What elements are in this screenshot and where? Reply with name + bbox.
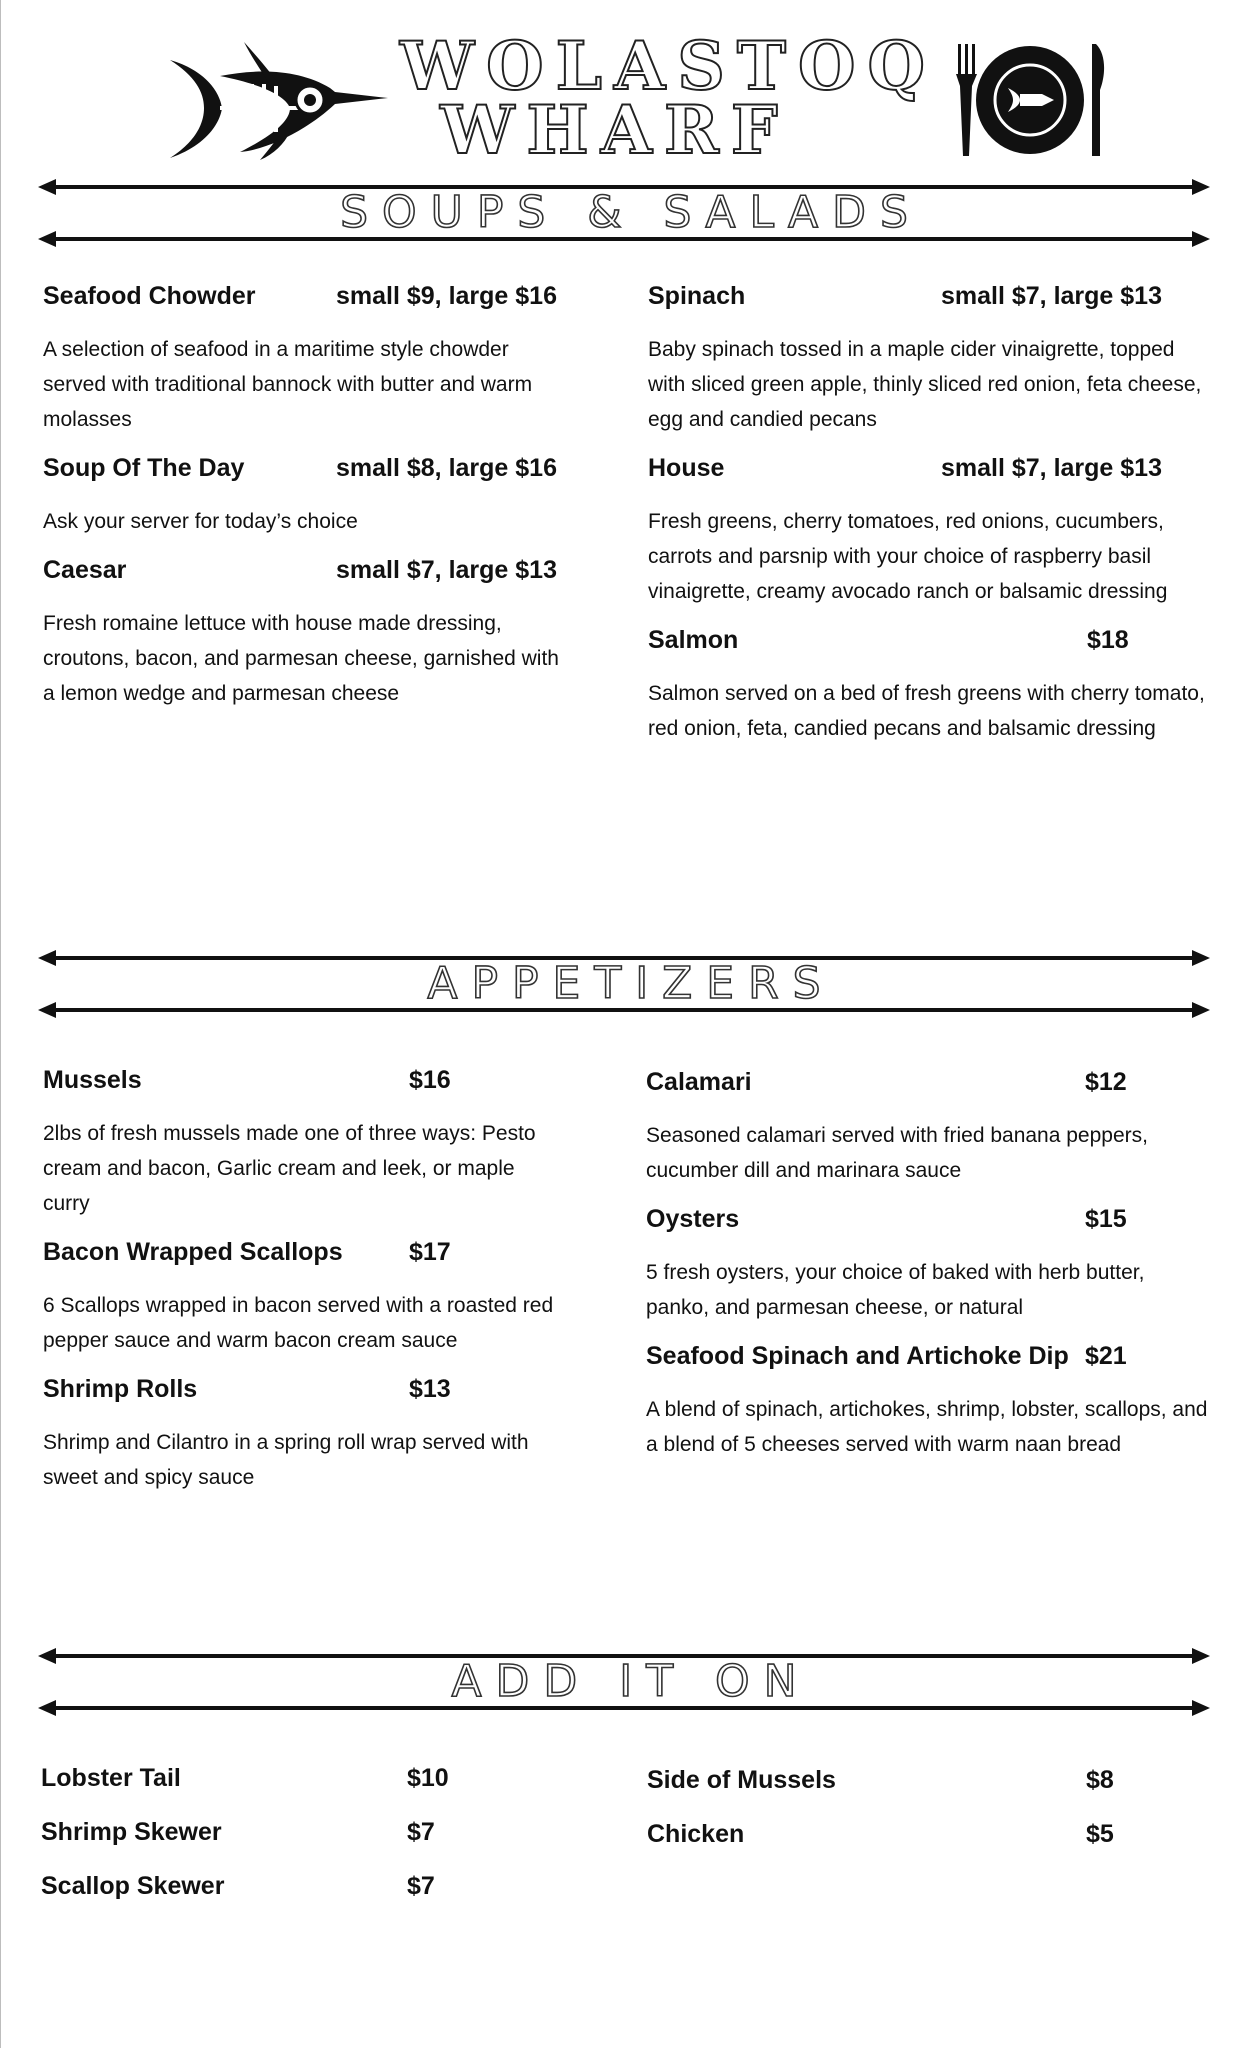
menu-item [646,1068,1208,1188]
menu-item [648,454,1208,609]
item-price: small $9, large $16 [336,282,557,310]
item-name: Mussels [43,1066,142,1094]
menu-item [43,282,573,437]
item-description: Ask your server for today’s choice [43,510,358,533]
arrow-divider-icon [38,1700,1210,1716]
item-price: small $7, large $13 [336,556,557,584]
item-price: $7 [407,1872,435,1900]
item-price: small $8, large $16 [336,454,557,482]
item-description: Seasoned calamari served with fried banana peppers, cucumber dill and marinara sauce [646,1124,1148,1182]
title-line-1: WOLASTOQ [400,27,937,105]
item-price: $21 [1085,1342,1127,1370]
item-price: $12 [1085,1068,1127,1096]
restaurant-title [400,27,937,169]
menu-item [43,556,563,711]
soups-salads-banner [38,179,1210,247]
item-name: Caesar [43,556,127,584]
item-price: $8 [1086,1766,1114,1794]
item-price: $17 [409,1238,451,1266]
item-name: House [648,454,725,482]
item-name: Oysters [646,1205,740,1233]
add-it-on-banner [38,1648,1210,1716]
item-price: small $7, large $13 [941,282,1162,310]
addon-item [41,1818,521,1850]
item-price: $7 [407,1818,435,1846]
item-description: Shrimp and Cilantro in a spring roll wrap served with sweet and spicy sauce [43,1431,529,1489]
item-name: Soup Of The Day [43,454,245,482]
item-description: Fresh romaine lettuce with house made dressing, croutons, bacon, and parmesan cheese, garnished with a lemon wedge and parmesan cheese [43,612,559,705]
item-description: 5 fresh oysters, your choice of baked with herb butter, panko, and parmesan cheese, or natural [646,1261,1145,1319]
item-price: $15 [1085,1205,1127,1233]
menu-item [646,1205,1208,1325]
section-title-appetizers: A P P E T I Z E R S [427,958,821,1009]
item-description: Baby spinach tossed in a maple cider vinaigrette, topped with sliced green apple, thinly sliced red onion, feta cheese, egg and candied pecans [648,338,1202,431]
addon-item [647,1766,1207,1798]
plate-cutlery-icon [950,40,1110,160]
item-price: $18 [1087,626,1129,654]
item-name: Spinach [648,282,746,310]
title-line-2: WHARF [440,91,790,169]
addon-item [41,1872,521,1904]
item-name: Seafood Chowder [43,282,256,310]
item-price: $13 [409,1375,451,1403]
menu-item [43,1066,543,1221]
item-name: Chicken [647,1820,745,1848]
item-name: Lobster Tail [41,1764,181,1792]
item-name: Scallop Skewer [41,1872,225,1900]
fish-logo-icon [160,40,390,175]
item-description: 2lbs of fresh mussels made one of three ways: Pesto cream and bacon, Garlic cream and leek, or maple curry [43,1122,536,1215]
menu-item [43,1375,573,1495]
item-description: A selection of seafood in a maritime style chowder served with traditional bannock with butter and warm molasses [43,338,533,431]
item-name: Calamari [646,1068,752,1096]
arrow-divider-icon [38,1002,1210,1018]
menu-item [648,626,1208,746]
section-title-add-it-on: A D D I T O N [451,1656,797,1707]
item-name: Seafood Spinach and Artichoke Dip [646,1342,1069,1370]
item-price: $16 [409,1066,451,1094]
item-description: 6 Scallops wrapped in bacon served with a roasted red pepper sauce and warm bacon cream sauce [43,1294,554,1352]
item-price: small $7, large $13 [941,454,1162,482]
appetizers-banner [38,950,1210,1018]
item-price: $10 [407,1764,449,1792]
item-description: Salmon served on a bed of fresh greens with cherry tomato, red onion, feta, candied pecans and balsamic dressing [648,682,1205,740]
arrow-divider-icon [38,231,1210,247]
item-description: A blend of spinach, artichokes, shrimp, lobster, scallops, and a blend of 5 cheeses served with warm naan bread [646,1398,1208,1456]
menu-item [43,1238,573,1358]
addon-item [647,1820,1207,1852]
menu-item [646,1342,1208,1462]
addon-item [41,1764,521,1796]
item-name: Side of Mussels [647,1766,836,1794]
item-name: Bacon Wrapped Scallops [43,1238,343,1266]
item-name: Shrimp Rolls [43,1375,198,1403]
item-name: Salmon [648,626,739,654]
page-edge [0,0,1,2048]
menu-item [43,454,573,539]
item-price: $5 [1086,1820,1114,1848]
section-title-soups-salads: S O U P S & S A L A D S [340,187,908,238]
menu-item [648,282,1208,437]
item-name: Shrimp Skewer [41,1818,222,1846]
item-description: Fresh greens, cherry tomatoes, red onions, cucumbers, carrots and parsnip with your choice of raspberry basil vinaigrette, creamy avocado ranch or balsamic dressing [648,510,1168,603]
